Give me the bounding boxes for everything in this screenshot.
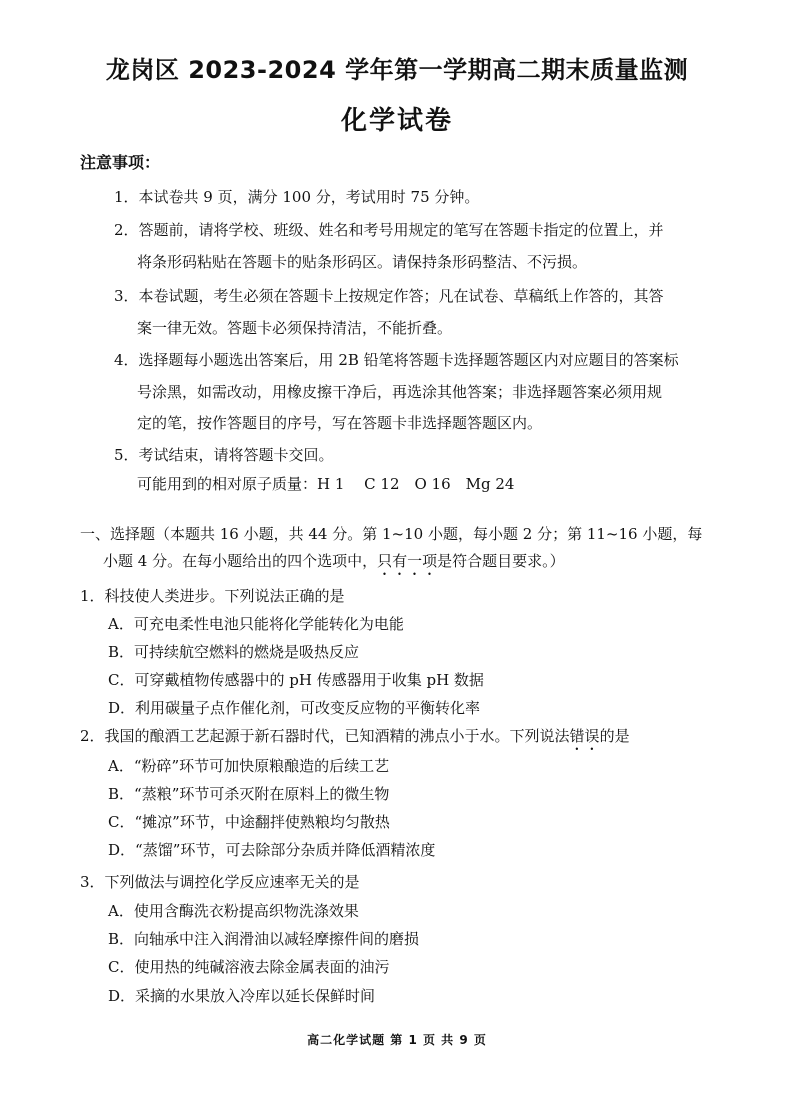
question-2-stem — [80, 725, 630, 754]
question-2-stem-before: 2．我国的酿酒工艺起源于新石器时代，已知酒精的沸点小于水。下列说法 — [80, 727, 570, 745]
question-1-stem: 1．科技使人类进步。下列说法正确的是 — [80, 587, 345, 605]
section-heading: 一、选择题（本题共 16 小题，共 44 分。第 1~10 小题，每小题 2 分；第 11~16 小题，每 — [80, 525, 703, 543]
atomic-masses: 可能用到的相对原子质量：H 1 C 12 O 16 Mg 24 — [137, 475, 515, 493]
exam-subtitle: 化学试卷 — [340, 106, 453, 136]
notice-4: 4．选择题每小题选出答案后，用 2B 铅笔将答题卡选择题答题区内对应题目的答案标 — [114, 351, 679, 369]
notice-3: 3．本卷试题，考生必须在答题卡上按规定作答；凡在试卷、草稿纸上作答的，其答 — [114, 287, 664, 305]
question-3-option-d: D．采摘的水果放入冷库以延长保鲜时间 — [108, 987, 376, 1005]
notice-2-cont: 将条形码粘贴在答题卡的贴条形码区。请保持条形码整洁、不污损。 — [137, 253, 588, 271]
notice-5: 5．考试结束，请将答题卡交回。 — [114, 446, 334, 464]
question-3-option-c: C．使用热的纯碱溶液去除金属表面的油污 — [108, 958, 390, 976]
section-text-before: 小题 4 分。在每小题给出的四个选项中， — [103, 552, 378, 570]
question-2-option-d: D．“蒸馏”环节，可去除部分杂质并降低酒精浓度 — [108, 841, 436, 859]
question-3-option-b: B．向轴承中注入润滑油以减轻摩擦件间的磨损 — [108, 930, 420, 948]
question-3-option-a: A．使用含酶洗衣粉提高织物洗涤效果 — [108, 902, 359, 920]
question-2-option-a: A．“粉碎”环节可加快原粮酿造的后续工艺 — [108, 757, 390, 775]
section-heading-cont — [103, 550, 565, 579]
notice-heading: 注意事项： — [80, 153, 161, 172]
question-1-option-b: B．可持续航空燃料的燃烧是吸热反应 — [108, 643, 360, 661]
section-emphasis: 只有一项 — [377, 552, 438, 570]
notice-4-cont: 号涂黑，如需改动，用橡皮擦干净后，再选涂其他答案；非选择题答案必须用规 — [137, 383, 663, 401]
question-2-stem-emphasis: 错误 — [569, 727, 600, 745]
question-2-option-c: C．“摊凉”环节，中途翻拌使熟粮均匀散热 — [108, 813, 390, 831]
question-2-option-b: B．“蒸粮”环节可杀灭附在原料上的微生物 — [108, 785, 390, 803]
exam-title: 龙岗区 2023-2024 学年第一学期高二期末质量监测 — [105, 56, 689, 84]
question-2-stem-after: 的是 — [599, 727, 630, 745]
question-3-stem: 3．下列做法与调控化学反应速率无关的是 — [80, 873, 360, 891]
question-1-option-a: A．可充电柔性电池只能将化学能转化为电能 — [108, 615, 404, 633]
notice-2: 2．答题前，请将学校、班级、姓名和考号用规定的笔写在答题卡指定的位置上，并 — [114, 221, 664, 239]
page-footer: 高二化学试题 第 1 页 共 9 页 — [307, 1033, 487, 1047]
notice-3-cont: 案一律无效。答题卡必须保持清洁，不能折叠。 — [137, 319, 453, 337]
question-1-option-d: D．利用碳量子点作催化剂，可改变反应物的平衡转化率 — [108, 699, 481, 717]
notice-4-cont2: 定的笔，按作答题目的序号，写在答题卡非选择题答题区内。 — [137, 414, 543, 432]
notice-1: 1．本试卷共 9 页，满分 100 分，考试用时 75 分钟。 — [114, 188, 480, 206]
question-1-option-c: C．可穿戴植物传感器中的 pH 传感器用于收集 pH 数据 — [108, 671, 484, 689]
section-text-after: 是符合题目要求。） — [437, 552, 565, 570]
